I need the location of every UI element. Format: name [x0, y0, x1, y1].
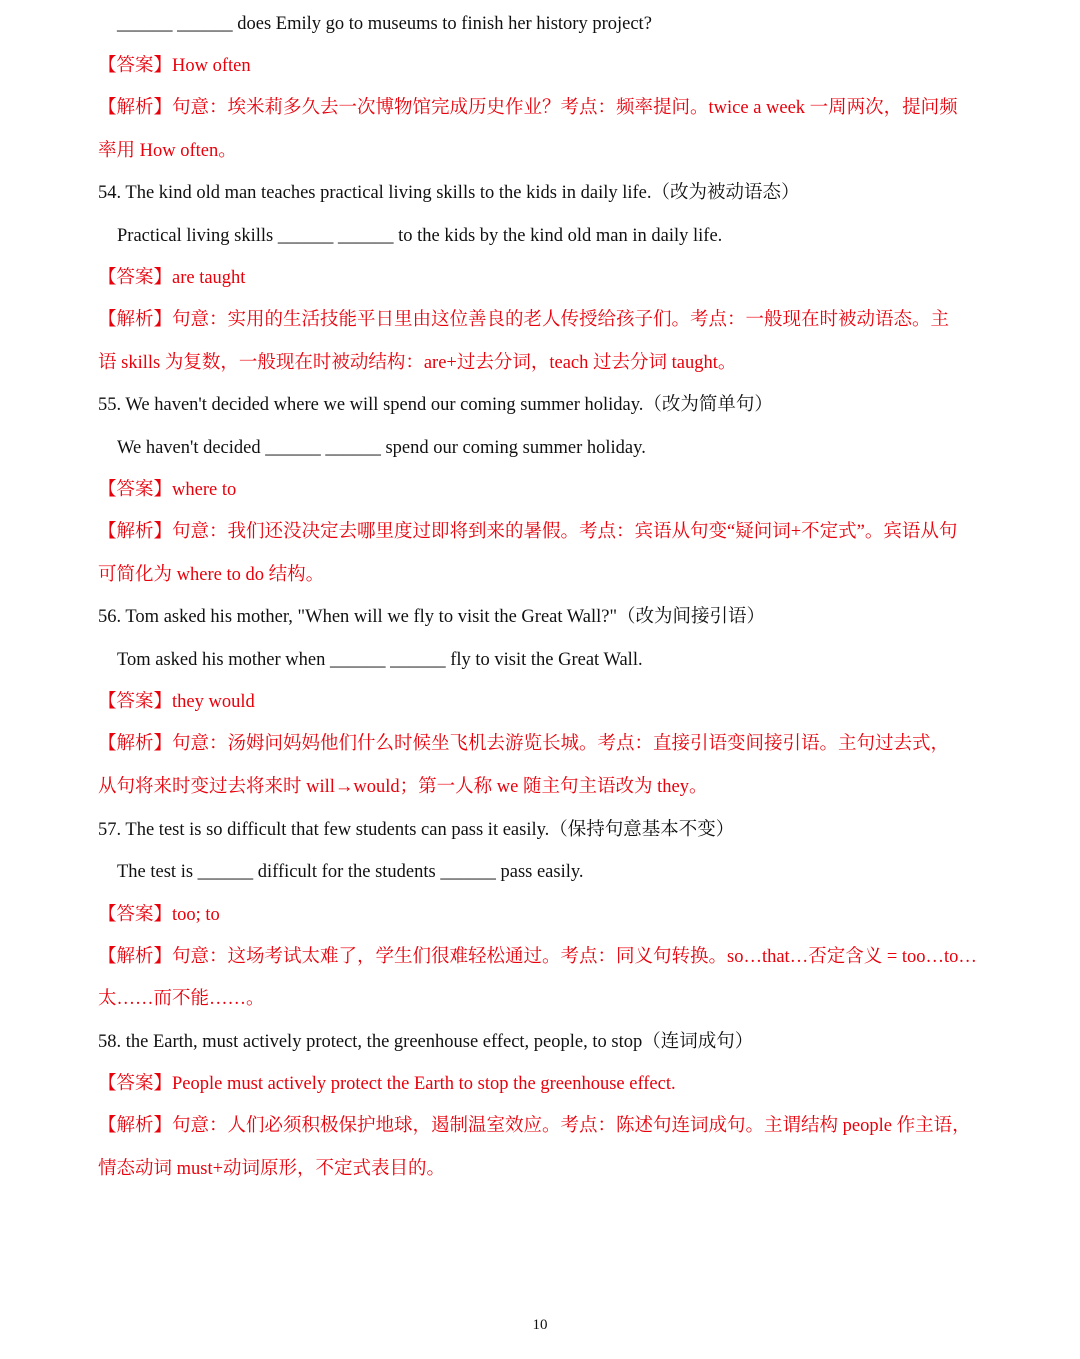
analysis-57-line-2: 太……而不能……。: [98, 989, 265, 1009]
question-56-blank-line: Tom asked his mother when ______ ______ fly to visit the Great Wall.: [117, 650, 643, 670]
answer-56: 【答案】they would: [98, 692, 255, 712]
answer-57: 【答案】too; to: [98, 905, 220, 925]
analysis-55-line-2: 可简化为 where to do 结构。: [98, 565, 325, 585]
analysis-56-line-2: 从句将来时变过去将来时 will→would；第一人称 we 随主句主语改为 they。: [98, 777, 708, 797]
question-56: 56. Tom asked his mother, "When will we fly to visit the Great Wall?"（改为间接引语）: [98, 607, 766, 627]
question-55: 55. We haven't decided where we will spend our coming summer holiday.（改为简单句）: [98, 395, 773, 415]
answer-53: 【答案】How often: [98, 56, 251, 76]
question-55-blank-line: We haven't decided ______ ______ spend our coming summer holiday.: [117, 438, 646, 458]
page-number: 10: [532, 1317, 548, 1333]
analysis-56-line-1: 【解析】句意：汤姆问妈妈他们什么时候坐飞机去游览长城。考点：直接引语变间接引语。主句过去式，: [98, 734, 950, 754]
analysis-58-line-1: 【解析】句意：人们必须积极保护地球，遏制温室效应。考点：陈述句连词成句。主谓结构 people 作主语，: [98, 1116, 971, 1136]
answer-58: 【答案】People must actively protect the Earth to stop the greenhouse effect.: [98, 1074, 676, 1094]
analysis-55-line-1: 【解析】句意：我们还没决定去哪里度过即将到来的暑假。考点：宾语从句变“疑问词+不定式”。宾语从句: [98, 522, 958, 542]
question-54: 54. The kind old man teaches practical living skills to the kids in daily life.（改为被动语态）: [98, 183, 800, 203]
analysis-53-line-2: 率用 How often。: [98, 141, 237, 161]
analysis-58-line-2: 情态动词 must+动词原形，不定式表目的。: [98, 1159, 446, 1179]
question-53-blank-line: ______ ______ does Emily go to museums to finish her history project?: [117, 14, 652, 34]
analysis-54-line-2: 语 skills 为复数，一般现在时被动结构：are+过去分词，teach 过去分词 taught。: [98, 353, 737, 373]
analysis-57-line-1: 【解析】句意：这场考试太难了，学生们很难轻松通过。考点：同义句转换。so…that…否定含义 = too…to…: [98, 947, 977, 967]
question-57: 57. The test is so difficult that few students can pass it easily.（保持句意基本不变）: [98, 820, 735, 840]
analysis-54-line-1: 【解析】句意：实用的生活技能平日里由这位善良的老人传授给孩子们。考点：一般现在时被动语态。主: [98, 310, 950, 330]
answer-55: 【答案】where to: [98, 480, 237, 500]
question-57-blank-line: The test is ______ difficult for the students ______ pass easily.: [117, 862, 584, 882]
question-54-blank-line: Practical living skills ______ ______ to the kids by the kind old man in daily life.: [117, 226, 723, 246]
answer-54: 【答案】are taught: [98, 268, 246, 288]
question-58: 58. the Earth, must actively protect, the greenhouse effect, people, to stop（连词成句）: [98, 1032, 754, 1052]
analysis-53-line-1: 【解析】句意：埃米莉多久去一次博物馆完成历史作业？考点：频率提问。twice a week 一周两次，提问频: [98, 98, 958, 118]
